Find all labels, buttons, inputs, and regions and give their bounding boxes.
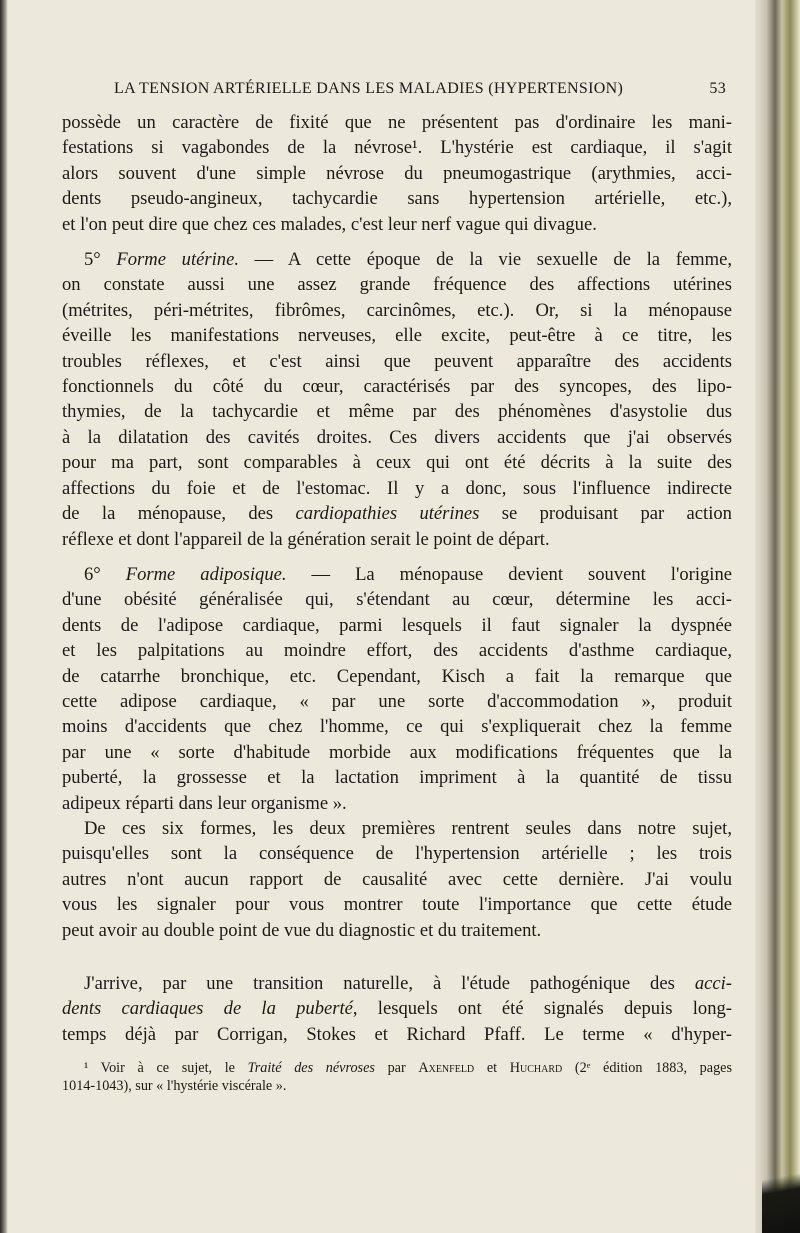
section-title: Forme adiposique. <box>125 563 287 585</box>
book-spine-edge <box>755 0 800 1233</box>
book-page <box>62 80 732 1095</box>
text-line: à la dilatation des cavités droites. Ces divers accidents que j'ai observés <box>62 426 732 448</box>
text-line: et les palpitations au moindre effort, des accidents d'asthme cardiaque, <box>62 640 732 662</box>
section-number: 6° <box>84 563 126 585</box>
footnote-author: Huchard <box>509 1060 563 1077</box>
text-line: temps déjà par Corrigan, Stokes et Richard Pfaff. Le terme « d'hyper- <box>62 1023 732 1045</box>
body-text <box>62 110 732 1047</box>
footnote-line: 1014-1043), sur « l'hystérie viscérale ». <box>62 1078 287 1095</box>
text-line: fonctionnels du côté du cœur, caractérisés par des syncopes, des lipo- <box>62 376 732 398</box>
text-line: de la ménopause, des cardiopathies utérines se produisant par action <box>62 503 732 525</box>
text-line: dents de l'adipose cardiaque, parmi lesquels il faut signaler la dyspnée <box>62 614 732 636</box>
text-line: affections du foie et de l'estomac. Il y a donc, sous l'influence indirecte <box>62 477 732 499</box>
text-line: vous les signaler pour vous montrer toute l'importance que cette étude <box>62 894 732 916</box>
running-head <box>62 80 732 104</box>
section-number: 5° <box>84 249 117 271</box>
text-line: moins d'accidents que chez l'homme, ce qui s'expliquerait chez la femme <box>62 716 732 738</box>
text-line: par une « sorte d'habitude morbide aux modifications fréquentes que la <box>62 741 732 763</box>
italic-term: acci- <box>694 973 732 994</box>
text-line: pour ma part, sont comparables à ceux qui ont été décrits à la suite des <box>62 452 732 474</box>
text-line: possède un caractère de fixité que ne présentent pas d'ordinaire les mani- <box>62 112 732 133</box>
text-line: puisqu'elles sont la conséquence de l'hypertension artérielle ; les trois <box>62 843 732 865</box>
text-line: puberté, la grossesse et la lactation impriment à la quantité de tissu <box>62 767 732 789</box>
text-line: cette adipose cardiaque, « par une sorte d'accommodation », produit <box>62 690 732 712</box>
page-number: 53 <box>709 80 726 97</box>
book-spine-shadow <box>762 1140 800 1233</box>
text-line: réflexe et dont l'appareil de la génération serait le point de départ. <box>62 528 550 550</box>
section-heading-line: 5° Forme utérine. — A cette époque de la vie sexuelle de la femme, <box>84 249 732 271</box>
text-line: et l'on peut dire que chez ces malades, c'est leur nerf vague qui divague. <box>62 213 597 235</box>
text-line: troubles réflexes, et c'est ainsi que peuvent apparaître des accidents <box>62 350 732 372</box>
text-line: J'arrive, par une transition naturelle, à l'étude pathogénique des acci- <box>84 973 732 994</box>
text-line: éveille les manifestations nerveuses, elle excite, peut-être à ce titre, les <box>62 325 732 347</box>
italic-term: dents cardiaques de la puberté <box>62 998 353 1020</box>
text-line: on constate aussi une assez grande fréquence des affections utérines <box>62 274 732 296</box>
text-line: festations si vagabondes de la névrose¹. L'hystérie est cardiaque, il s'agit <box>62 137 732 159</box>
italic-term: cardiopathies utérines <box>295 503 480 525</box>
text-line: dents pseudo-angineux, tachycardie sans hypertension artérielle, etc.), <box>62 188 732 210</box>
text-line: adipeux réparti dans leur organisme ». <box>62 792 347 814</box>
text-line: autres n'ont aucun rapport de causalité avec cette dernière. J'ai voulu <box>62 868 732 890</box>
text-line: alors souvent d'une simple névrose du pneumogastrique (arythmies, acci- <box>62 162 732 184</box>
footnote-author: Axenfeld <box>418 1060 475 1077</box>
text-line: (métrites, péri-métrites, fibrômes, carcinômes, etc.). Or, si la ménopause <box>62 299 732 321</box>
footnote-work-title: Traité des névroses <box>247 1060 375 1077</box>
text-line: thymies, de la tachycardie et même par des phénomènes d'asystolie dus <box>62 401 732 423</box>
running-head-title: LA TENSION ARTÉRIELLE DANS LES MALADIES (HYPERTENSION) <box>114 80 624 97</box>
section-title: Forme utérine. <box>116 249 239 271</box>
text-line: De ces six formes, les deux premières rentrent seules dans notre sujet, <box>84 817 732 839</box>
footnote-line: ¹ Voir à ce sujet, le Traité des névroses par Axenfeld et Huchard (2ᵉ édition 1883, pages <box>84 1060 732 1077</box>
text-line: peut avoir au double point de vue du diagnostic et du traitement. <box>62 919 542 941</box>
page-left-edge <box>0 0 8 1233</box>
text-line: de catarrhe bronchique, etc. Cependant, Kisch a fait la remarque que <box>62 665 732 687</box>
section-heading-line: 6° Forme adiposique. — La ménopause devient souvent l'origine <box>84 563 732 585</box>
text-line: dents cardiaques de la puberté, lesquels ont été signalés depuis long- <box>62 998 732 1020</box>
text-line: d'une obésité généralisée qui, s'étendant au cœur, détermine les acci- <box>62 589 732 611</box>
footnote <box>62 1059 732 1095</box>
